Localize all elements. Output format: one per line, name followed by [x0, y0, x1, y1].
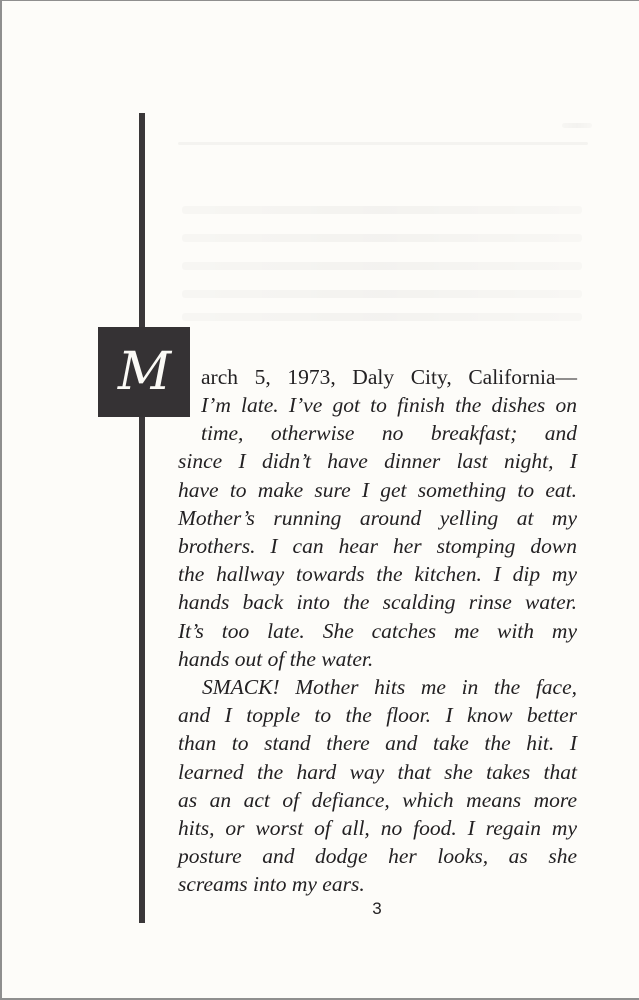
text-line: posture and dodge her looks, as she — [178, 844, 577, 869]
text-line: since I didn’t have dinner last night, I — [178, 449, 577, 474]
body-text — [178, 447, 577, 898]
text-line: time, otherwise no breakfast; and — [201, 421, 577, 446]
text-line: and I topple to the floor. I know better — [178, 703, 577, 728]
text-line: Mother’s running around yelling at my — [178, 505, 577, 530]
text-line: hands out of the water. — [178, 646, 374, 671]
bleed-through-line — [182, 262, 582, 270]
text-line: screams into my ears. — [178, 872, 365, 897]
decorative-vertical-rule — [139, 113, 145, 923]
text-line: I’m late. I’ve got to finish the dishes on — [201, 393, 577, 417]
text-line: learned the hard way that she takes that — [178, 759, 577, 784]
text-line: It’s too late. She catches me with my — [178, 618, 577, 643]
text-line: as an act of defiance, which means more — [178, 787, 577, 812]
bleed-through-rule — [178, 142, 588, 145]
text-line: than to stand there and take the hit. I — [178, 731, 577, 756]
text-line: have to make sure I get something to eat. — [178, 477, 577, 502]
paragraph-2 — [178, 673, 577, 899]
paragraph-1 — [178, 447, 577, 673]
text-line: hands back into the scalding rinse water. — [178, 590, 577, 615]
bleed-through-line — [182, 290, 582, 298]
text-line: brothers. I can hear her stomping down — [178, 534, 577, 558]
bleed-through-header — [562, 123, 592, 128]
bleed-through-line — [182, 234, 582, 242]
page-number: 3 — [372, 899, 382, 918]
drop-cap: M — [98, 327, 190, 417]
text-line: SMACK! Mother hits me in the face, — [202, 675, 577, 700]
bleed-through-line — [182, 313, 582, 321]
indented-lines — [201, 391, 577, 447]
text-line: the hallway towards the kitchen. I dip my — [178, 562, 577, 587]
opening-dateline: arch 5, 1973, Daly City, California— — [201, 365, 577, 389]
text-line: hits, or worst of all, no food. I regain my — [178, 816, 577, 841]
bleed-through-line — [182, 206, 582, 214]
